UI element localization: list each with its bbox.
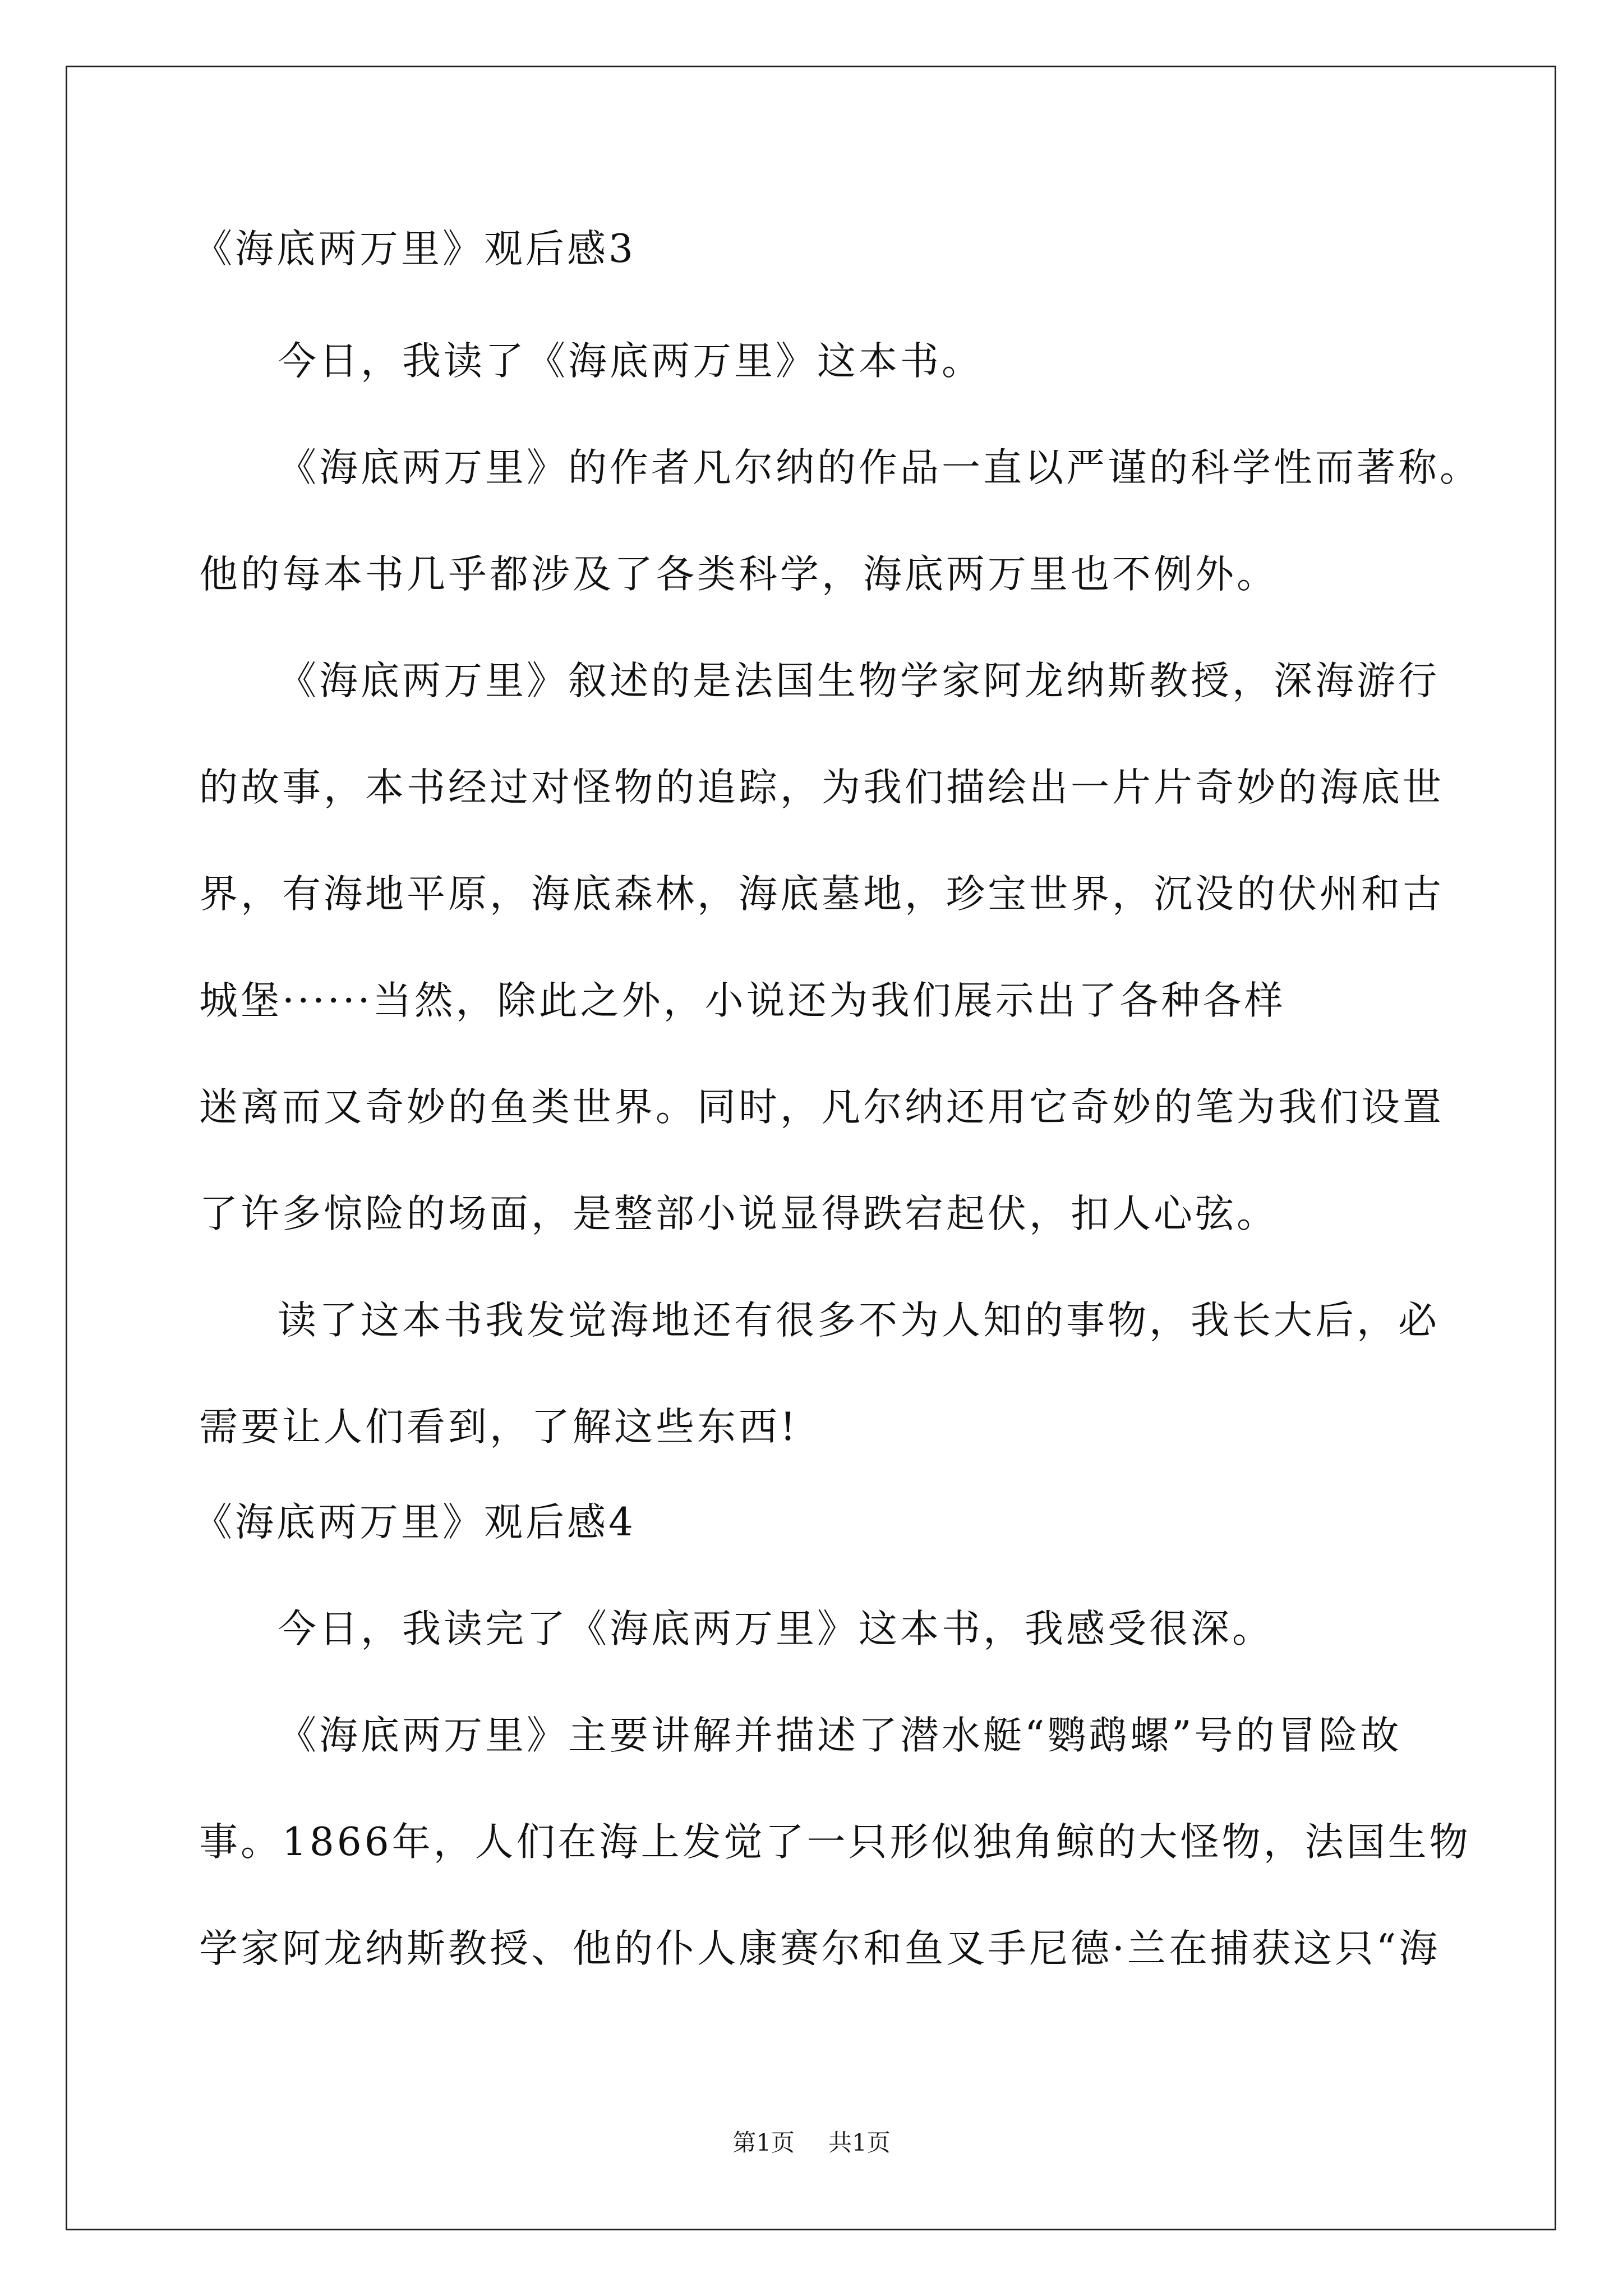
page-footer xyxy=(0,2124,1623,2158)
paragraph-line: 《海底两万里》叙述的是法国生物学家阿龙纳斯教授，深海游行 xyxy=(278,659,1440,703)
section-heading: 《海底两万里》观后感4 xyxy=(193,1500,636,1545)
paragraph-line: 迷离而又奇妙的鱼类世界。同时，凡尔纳还用它奇妙的笔为我们设置 xyxy=(199,1085,1444,1130)
page-total: 共1页 xyxy=(828,2129,891,2156)
page-number: 第1页 xyxy=(732,2129,795,2156)
paragraph-line: 《海底两万里》的作者凡尔纳的作品一直以严谨的科学性而著称。 xyxy=(278,445,1481,490)
paragraph-line: 界，有海地平原，海底森林，海底墓地，珍宝世界，沉没的伏州和古 xyxy=(199,872,1444,917)
paragraph-line: 学家阿龙纳斯教授、他的仆人康赛尔和鱼叉手尼德·兰在捕获这只“海 xyxy=(199,1926,1441,1971)
paragraph-line: 了许多惊险的场面，是整部小说显得跌宕起伏，扣人心弦。 xyxy=(199,1191,1278,1236)
paragraph-line: 事。1866年，人们在海上发觉了一只形似独角鲸的大怪物，法国生物 xyxy=(199,1820,1471,1865)
paragraph-line: 今日，我读了《海底两万里》这本书。 xyxy=(278,339,983,384)
paragraph-line: 读了这本书我发觉海地还有很多不为人知的事物，我长大后，必 xyxy=(278,1298,1440,1343)
paragraph-line: 需要让人们看到，了解这些东西! xyxy=(199,1405,799,1450)
paragraph-line: 城堡······当然，除此之外，小说还为我们展示出了各种各样 xyxy=(199,978,1286,1023)
paragraph-line: 的故事，本书经过对怪物的追踪，为我们描绘出一片片奇妙的海底世 xyxy=(199,765,1444,810)
paragraph-line: 《海底两万里》主要讲解并描述了潜水艇“鹦鹉螺”号的冒险故 xyxy=(278,1713,1402,1758)
section-heading: 《海底两万里》观后感3 xyxy=(193,227,636,272)
paragraph-line: 今日，我读完了《海底两万里》这本书，我感受很深。 xyxy=(278,1607,1274,1651)
page-border xyxy=(66,66,1556,2230)
paragraph-line: 他的每本书几乎都涉及了各类科学，海底两万里也不例外。 xyxy=(199,552,1278,597)
